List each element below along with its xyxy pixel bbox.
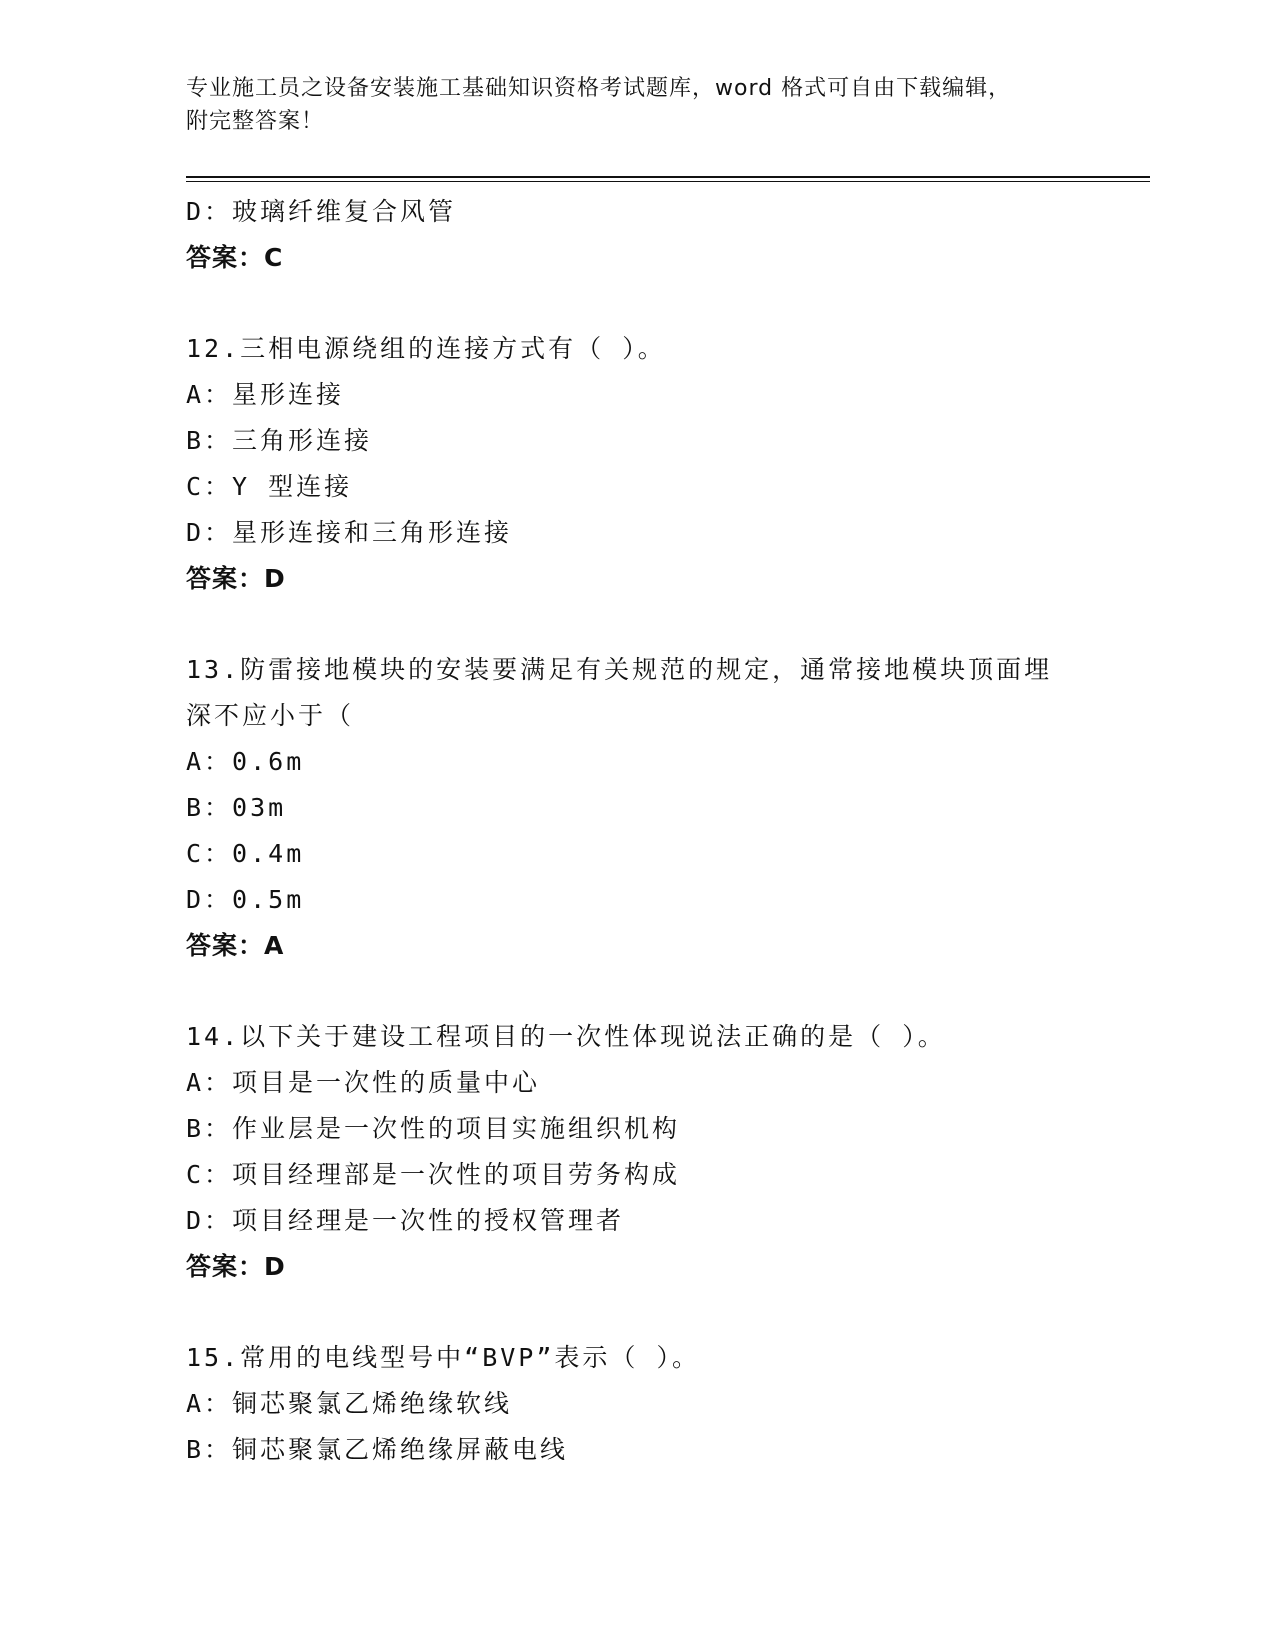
answer-line: 答案：D — [186, 564, 286, 593]
question-stem: 12.三相电源绕组的连接方式有（ ）。 — [186, 334, 666, 363]
option-a: A：项目是一次性的质量中心 — [186, 1068, 541, 1097]
question-15 — [186, 1335, 1150, 1473]
option-b: B：铜芯聚氯乙烯绝缘屏蔽电线 — [186, 1435, 569, 1464]
question-12 — [186, 326, 1150, 602]
option-a: A：0.6m — [186, 747, 305, 776]
spacer — [186, 1290, 1150, 1335]
answer-line: 答案：A — [186, 931, 285, 960]
option-d: D：星形连接和三角形连接 — [186, 518, 513, 547]
spacer — [186, 969, 1150, 1014]
option-c: C：项目经理部是一次性的项目劳务构成 — [186, 1160, 681, 1189]
option-c: C：Y 型连接 — [186, 472, 353, 501]
spacer — [186, 281, 1150, 326]
header-divider-thick — [186, 176, 1150, 178]
question-11-continued — [186, 189, 1150, 281]
spacer — [186, 602, 1150, 647]
option-b: B：三角形连接 — [186, 426, 373, 455]
header-divider-thin — [186, 181, 1150, 182]
option-a: A：铜芯聚氯乙烯绝缘软线 — [186, 1389, 513, 1418]
option-d: D：项目经理是一次性的授权管理者 — [186, 1206, 625, 1235]
question-list — [186, 189, 1150, 1473]
option-d: D：玻璃纤维复合风管 — [186, 197, 457, 226]
question-stem-line-2: 深不应小于（ — [186, 701, 355, 730]
option-c: C：0.4m — [186, 839, 305, 868]
option-a: A：星形连接 — [186, 380, 345, 409]
question-stem: 15.常用的电线型号中“BVP”表示（ ）。 — [186, 1343, 700, 1372]
option-d: D：0.5m — [186, 885, 305, 914]
answer-line: 答案：C — [186, 243, 284, 272]
header-title-line-2: 附完整答案！ — [186, 109, 325, 134]
question-13 — [186, 647, 1150, 969]
question-stem-line-1: 13.防雷接地模块的安装要满足有关规范的规定，通常接地模块顶面埋 — [186, 655, 1053, 684]
option-b: B：03m — [186, 793, 287, 822]
question-14 — [186, 1014, 1150, 1290]
header-title-line-1: 专业施工员之设备安装施工基础知识资格考试题库，word 格式可自由下载编辑， — [186, 76, 1012, 101]
answer-line: 答案：D — [186, 1252, 286, 1281]
question-stem: 14.以下关于建设工程项目的一次性体现说法正确的是（ ）。 — [186, 1022, 946, 1051]
option-b: B：作业层是一次性的项目实施组织机构 — [186, 1114, 681, 1143]
document-header — [186, 72, 1086, 138]
